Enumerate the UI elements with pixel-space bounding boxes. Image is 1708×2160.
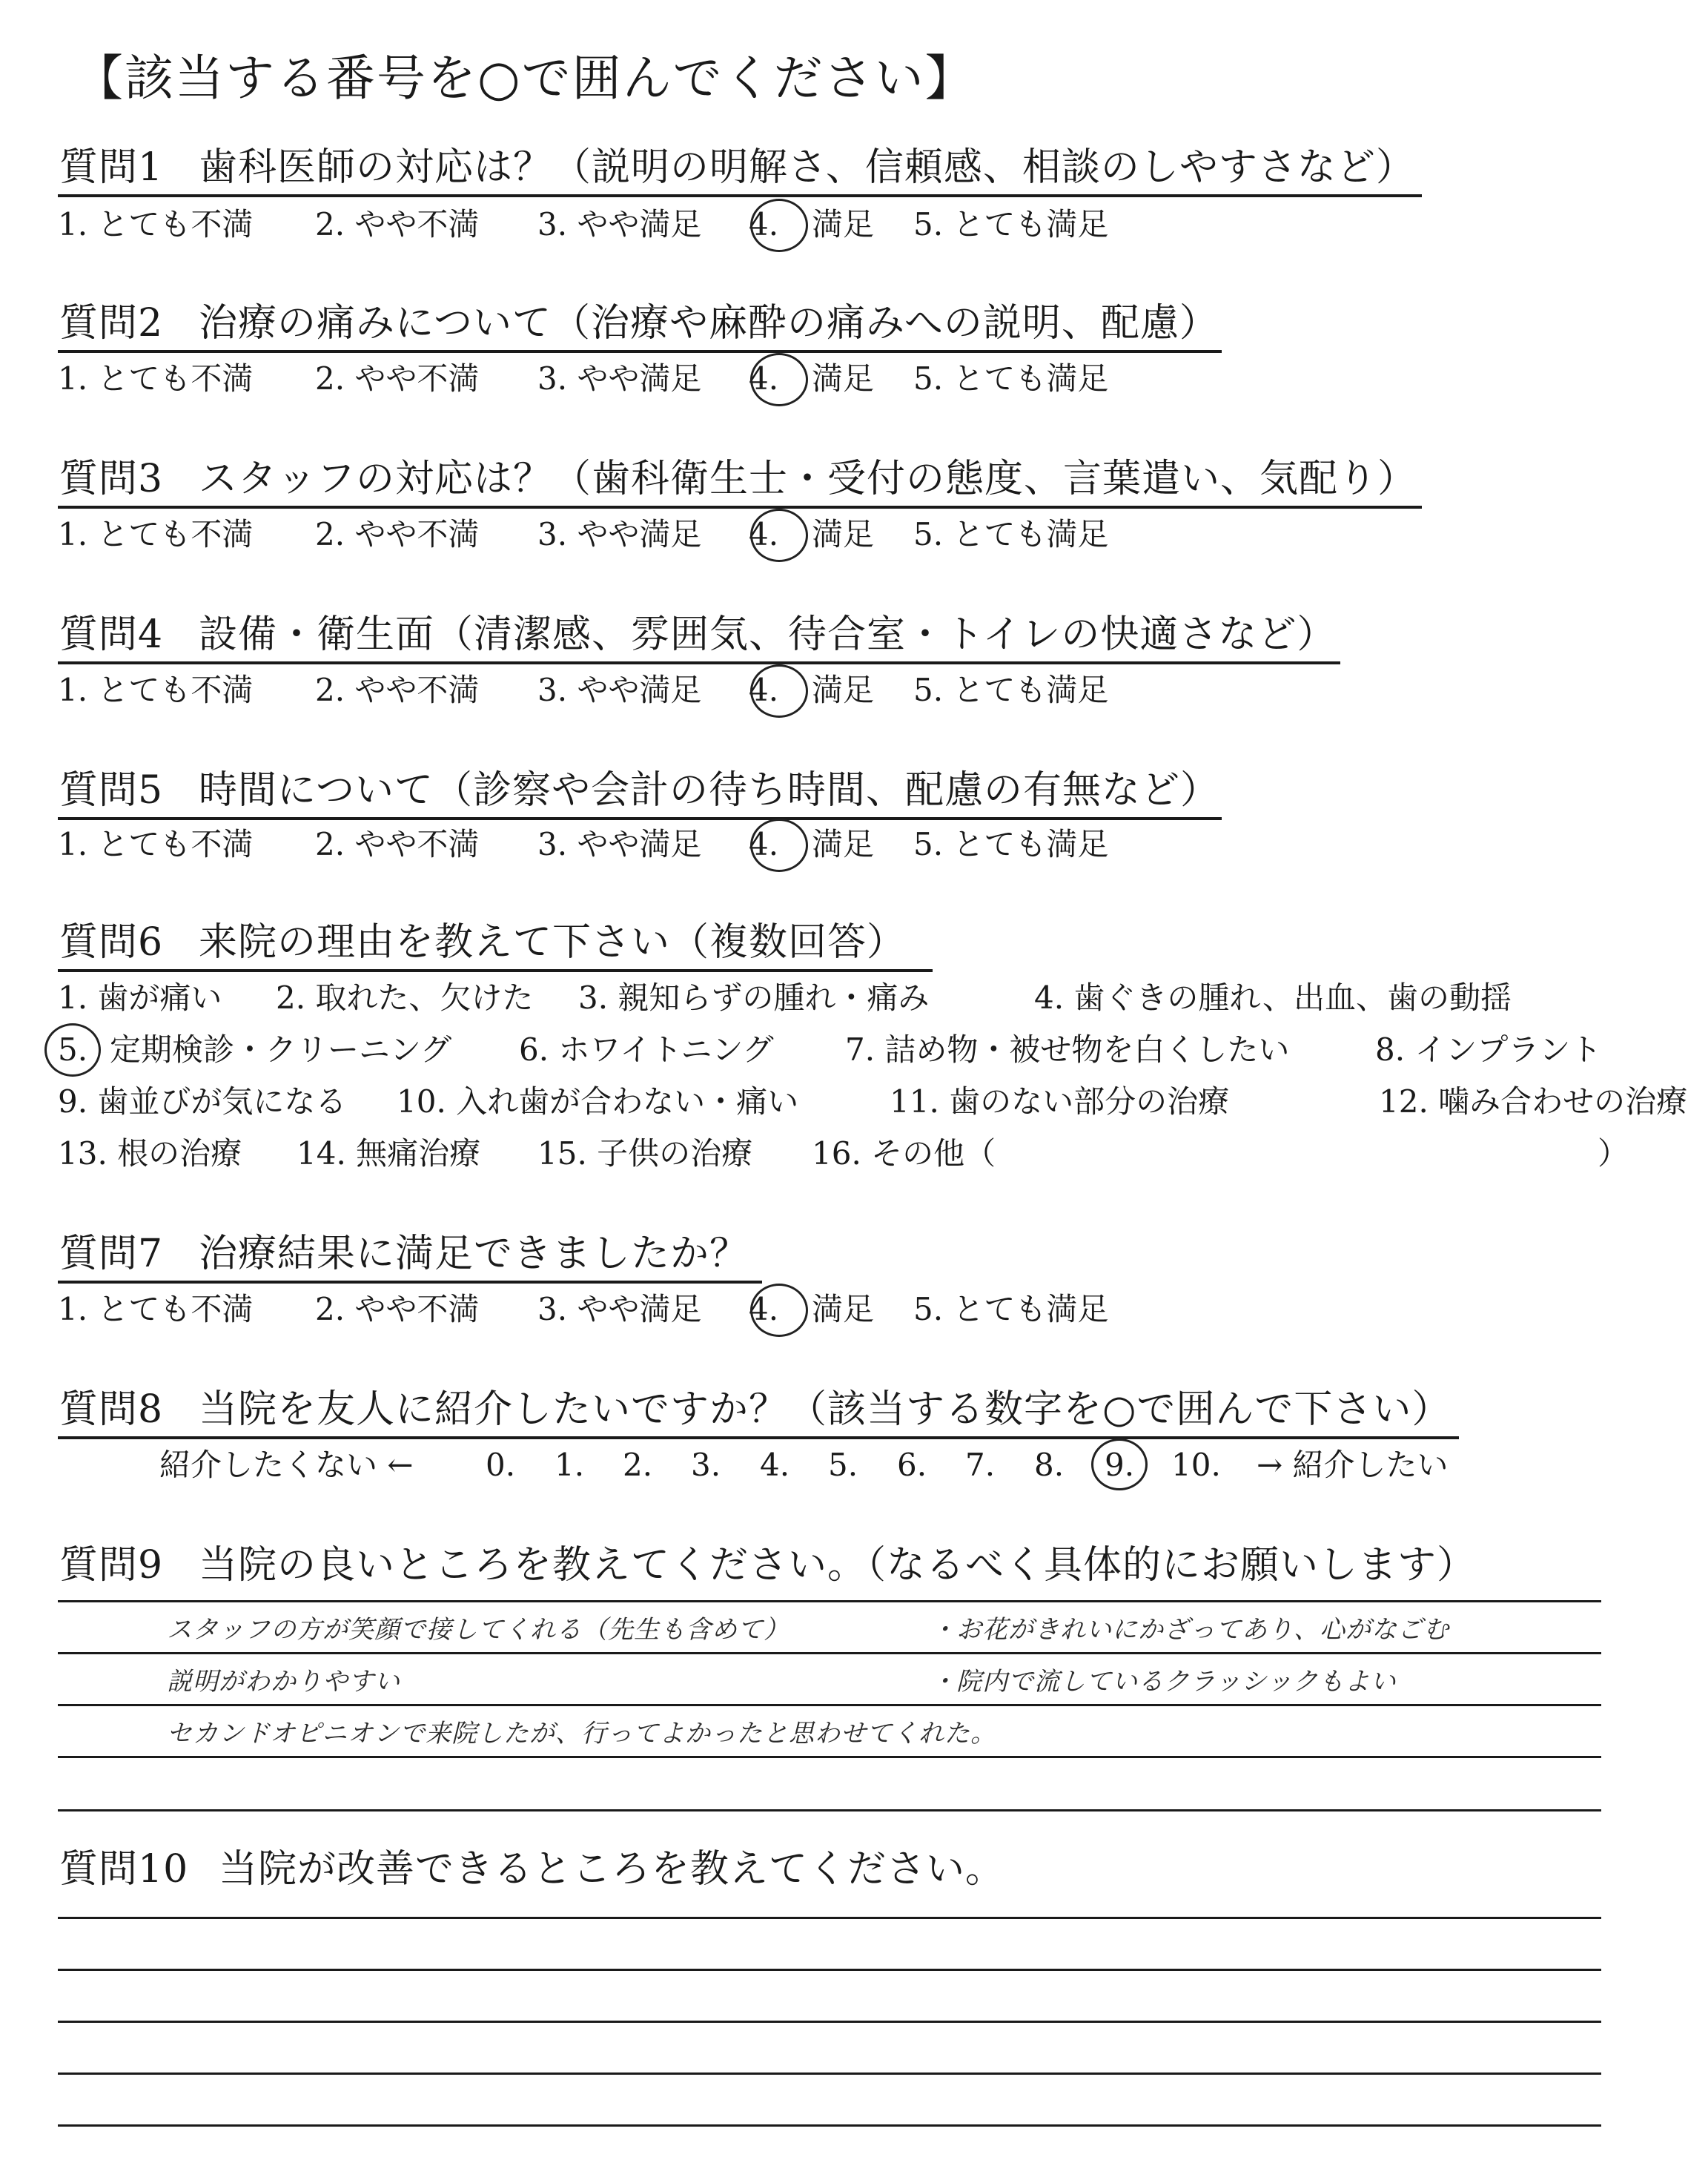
reason-option: 定期検診・クリーニング [110,1031,452,1068]
handwritten-answer: 説明がわかりやすい [167,1667,400,1697]
scale-number: 9. [1105,1447,1135,1483]
answer-line [58,1652,1601,1654]
reason-option: 10. 入れ歯が合わない・痛い [397,1083,799,1120]
scale-number: 6. [897,1447,927,1483]
option-satisfied: 満足 [812,672,875,708]
question-text-6: 来院の理由を教えて下さい（複数回答） [199,920,907,965]
reason-option: 14. 無痛治療 [297,1135,481,1172]
question-underline-2 [58,350,1222,353]
reason-option: 5. [58,1031,88,1068]
option-somewhat-satisfied: 3. やや満足 [537,672,702,708]
selection-circle [750,664,808,718]
question-text-8: 当院を友人に紹介したいですか？（該当する数字を○で囲んで下さい） [199,1387,1452,1432]
option-somewhat-satisfied: 3. やや満足 [537,826,702,862]
scale-number: 7. [965,1447,996,1483]
option-4-number: 4. [749,826,779,862]
option-somewhat-dissatisfied: 2. やや不満 [315,826,480,862]
question-underline-3 [58,506,1422,509]
answer-line [58,1917,1601,1919]
question-label-9: 質問9 [59,1543,164,1588]
question-underline-4 [58,661,1340,664]
page-title: 【該当する番号を○で囲んでください】 [74,50,976,107]
answer-line [58,1969,1601,1971]
answer-line [58,1704,1601,1706]
selection-circle [750,1284,808,1337]
scale-number: 2. [623,1447,653,1483]
option-satisfied: 満足 [812,516,875,552]
option-4-number: 4. [749,516,779,552]
question-text-9: 当院の良いところを教えてください。（なるべく具体的にお願いします） [199,1543,1477,1588]
scale-number: 3. [691,1447,721,1483]
option-very-satisfied: 5. とても満足 [913,516,1109,552]
question-underline-7 [58,1281,762,1284]
selection-circle [44,1023,101,1077]
option-very-satisfied: 5. とても満足 [913,206,1109,242]
selection-circle [750,353,808,406]
answer-line [58,1600,1601,1602]
reason-option: 13. 根の治療 [58,1135,242,1172]
handwritten-answer: ・お花がきれいにかざってあり、心がなごむ [930,1615,1449,1645]
question-label-10: 質問10 [59,1847,189,1892]
option-satisfied: 満足 [812,360,875,397]
scale-number: 4. [760,1447,790,1483]
option-very-satisfied: 5. とても満足 [913,826,1109,862]
scale-number: 5. [828,1447,858,1483]
option-somewhat-satisfied: 3. やや満足 [537,1291,702,1327]
reason-option: 1. 歯が痛い [58,980,222,1016]
option-somewhat-dissatisfied: 2. やや不満 [315,206,480,242]
question-label-1: 質問1 [59,145,164,190]
question-underline-1 [58,194,1422,197]
answer-line [58,1756,1601,1758]
reason-option: 4. 歯ぐきの腫れ、出血、歯の動揺 [1034,980,1512,1016]
option-4-number: 4. [749,206,779,242]
reason-option: 3. 親知らずの腫れ・痛み [578,980,930,1016]
answer-line [58,2124,1601,2127]
question-text-5: 時間について（診察や会計の待ち時間、配慮の有無など） [199,768,1219,813]
handwritten-answer: スタッフの方が笑顔で接してくれる（先生も含めて） [167,1615,790,1645]
question-underline-6 [58,969,933,972]
selection-circle [1091,1439,1148,1490]
scale-number: 0. [486,1447,516,1483]
option-satisfied: 満足 [812,206,875,242]
reason-option: 9. 歯並びが気になる [58,1083,347,1120]
option-satisfied: 満足 [812,826,875,862]
scale-right-label: → 紹介したい [1257,1447,1449,1483]
question-label-5: 質問5 [59,768,164,813]
question-text-3: スタッフの対応は？（歯科衛生士・受付の態度、言葉遣い、気配り） [199,457,1417,501]
selection-circle [750,509,808,562]
answer-line [58,2021,1601,2023]
question-label-2: 質問2 [59,301,164,346]
option-somewhat-satisfied: 3. やや満足 [537,360,702,397]
selection-circle [750,199,808,252]
scale-number: 8. [1034,1447,1065,1483]
question-underline-5 [58,817,1222,820]
option-4-number: 4. [749,672,779,708]
question-label-3: 質問3 [59,457,164,501]
answer-line [58,1809,1601,1811]
option-very-satisfied: 5. とても満足 [913,360,1109,397]
option-somewhat-satisfied: 3. やや満足 [537,516,702,552]
option-very-satisfied: 5. とても満足 [913,1291,1109,1327]
reason-option: 11. 歯のない部分の治療 [890,1083,1230,1120]
question-text-10: 当院が改善できるところを教えてください。 [219,1847,1005,1892]
reason-option: 16. その他（ [812,1135,996,1172]
question-underline-8 [58,1436,1459,1439]
option-very-dissatisfied: 1. とても不満 [58,516,254,552]
option-4-number: 4. [749,1291,779,1327]
option-somewhat-dissatisfied: 2. やや不満 [315,360,480,397]
question-label-6: 質問6 [59,920,164,965]
question-text-4: 設備・衛生面（清潔感、雰囲気、待合室・トイレの快適さなど） [199,612,1337,657]
option-somewhat-dissatisfied: 2. やや不満 [315,1291,480,1327]
question-label-8: 質問8 [59,1387,164,1432]
option-satisfied: 満足 [812,1291,875,1327]
reason-option: 8. インプラント [1375,1031,1602,1068]
option-very-dissatisfied: 1. とても不満 [58,206,254,242]
option-very-dissatisfied: 1. とても不満 [58,672,254,708]
option-very-satisfied: 5. とても満足 [913,672,1109,708]
question-text-1: 歯科医師の対応は？（説明の明解さ、信頼感、相談のしやすさなど） [199,145,1415,190]
question-text-2: 治療の痛みについて（治療や麻酔の痛みへの説明、配慮） [199,301,1219,346]
reason-option: 15. 子供の治療 [537,1135,753,1172]
question-text-7: 治療結果に満足できましたか？ [199,1232,749,1276]
option-somewhat-satisfied: 3. やや満足 [537,206,702,242]
reason-option: ） [1598,1135,1629,1172]
scale-number: 10. [1171,1447,1221,1483]
option-very-dissatisfied: 1. とても不満 [58,1291,254,1327]
selection-circle [750,819,808,872]
handwritten-answer: セカンドオピニオンで来院したが、行ってよかったと思わせてくれた。 [167,1719,996,1748]
question-label-4: 質問4 [59,612,164,657]
question-label-7: 質問7 [59,1232,164,1276]
option-very-dissatisfied: 1. とても不満 [58,826,254,862]
option-very-dissatisfied: 1. とても不満 [58,360,254,397]
reason-option: 6. ホワイトニング [519,1031,774,1068]
option-somewhat-dissatisfied: 2. やや不満 [315,516,480,552]
option-4-number: 4. [749,360,779,397]
handwritten-answer: ・院内で流しているクラッシックもよい [930,1667,1397,1697]
reason-option: 12. 噛み合わせの治療 [1379,1083,1688,1120]
scale-left-label: 紹介したくない ← [159,1447,414,1483]
reason-option: 2. 取れた、欠けた [276,980,534,1016]
answer-line [58,2073,1601,2075]
reason-option: 7. 詰め物・被せ物を白くしたい [845,1031,1290,1068]
option-somewhat-dissatisfied: 2. やや不満 [315,672,480,708]
scale-number: 1. [555,1447,585,1483]
